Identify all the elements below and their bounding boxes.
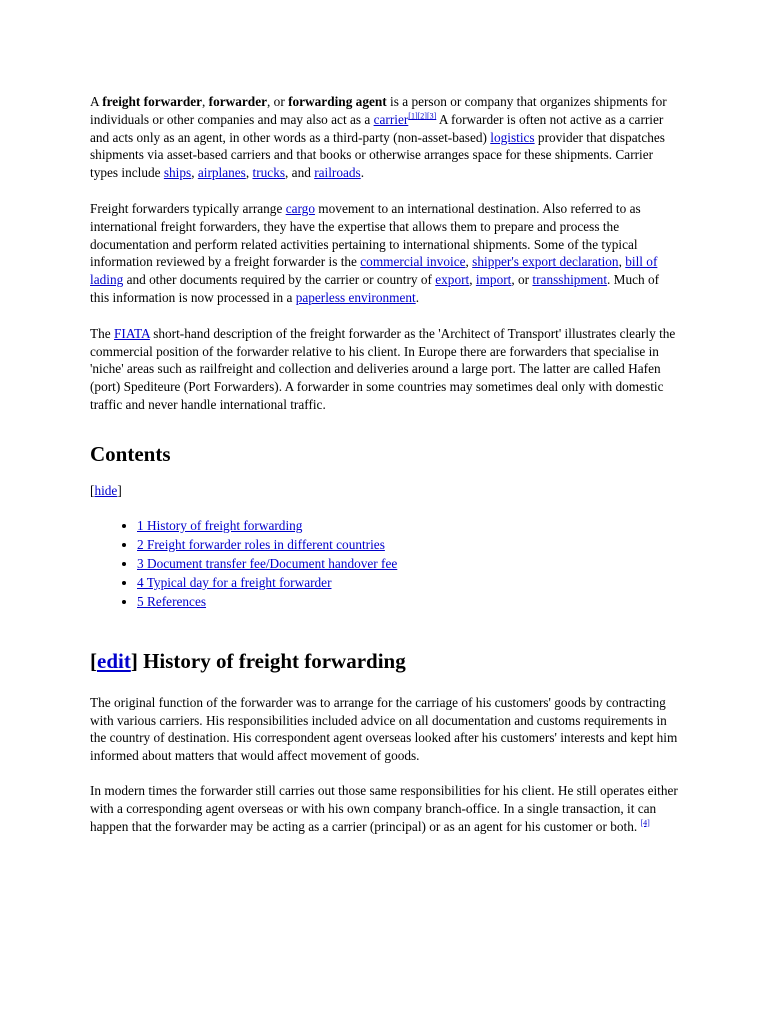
text: The [90,325,114,341]
link-cargo[interactable]: cargo [285,200,315,216]
text: , [465,254,473,270]
link-carrier[interactable]: carrier [373,111,409,127]
toc-link-typical-day[interactable]: 4 Typical day for a freight forwarder [137,574,332,590]
text: , [618,254,626,270]
text: , or [267,94,289,109]
bracket: [ [90,482,95,498]
link-ships[interactable]: ships [163,165,192,181]
citation-link-4[interactable]: [4] [640,818,650,828]
citation-group [408,111,436,120]
toc-link-roles[interactable]: 2 Freight forwarder roles in different countries [137,536,385,552]
text: . [360,165,365,181]
text: . [415,289,420,305]
citation-group [641,818,650,827]
toc-link-document-fee[interactable]: 3 Document transfer fee/Document handover fee [137,555,398,571]
section-title-text: History of freight forwarding [137,648,406,673]
intro-paragraph-2 [90,200,680,307]
history-paragraph-2 [90,782,680,835]
link-commercial-invoice[interactable]: commercial invoice [360,254,466,270]
link-paperless-environment[interactable]: paperless environment [295,289,416,305]
bracket: ] [117,482,122,498]
link-export[interactable]: export [435,272,470,288]
link-logistics[interactable]: logistics [490,129,535,145]
text: . Much of this information is now processed in a [90,272,660,305]
term-forwarding-agent: forwarding agent [288,94,387,109]
text: , [245,165,253,181]
link-airplanes[interactable]: airplanes [197,165,246,181]
citation-link-2[interactable]: [2] [417,111,427,121]
toc-link-history[interactable]: 1 History of freight forwarding [137,517,303,533]
text: and other documents required by the carrier or country of [123,272,436,288]
term-forwarder: forwarder [208,94,268,109]
intro-paragraph-3 [90,325,680,414]
text: A [90,94,103,109]
text: short-hand description of the freight forwarder as the 'Architect of Transport' illustrates clearly the commercial position of the forwarder relative to his client. In Europe there are forwarders that specialise in 'niche' areas such as railfreight and collection and deliveries around a large port. The latter are called Hafen (port) Spediteure (Port Forwarders). A forwarder in some countries may sometimes deal only with domestic traffic and never handle international traffic. [90,325,676,412]
history-paragraph-1: The original function of the forwarder was to arrange for the carriage of his customers' goods by contracting with various carriers. His responsibilities included advice on all documentation and customs requirements in the country of destination. His correspondent agent overseas looked after his customers' interests and kept him informed about matters that would affect movement of goods. [90,694,678,764]
link-railroads[interactable]: railroads [314,165,361,181]
link-bill-of-lading[interactable]: bill of lading [90,254,658,288]
toc-item [137,592,680,611]
text: In modern times the forwarder still carries out those same responsibilities for his client. He still operates either with a corresponding agent overseas or with his own company branch-office. In a single transaction, it can happen that the forwarder may be acting as a carrier (principal) or as an agent for his customer or both. [90,782,678,834]
hide-toc-link[interactable]: hide [94,482,118,498]
link-shippers-export-declaration[interactable]: shipper's export declaration [472,254,619,270]
text: , [469,272,476,288]
toc-item [137,573,680,592]
text: Freight forwarders typically arrange [90,200,286,216]
text: provider that dispatches shipments via asset-based carriers and that books or otherwise arranges space for these shipments. Carrier types include [90,129,665,181]
link-import[interactable]: import [475,272,512,288]
bracket: [ [90,648,97,673]
intro-paragraph-1 [90,93,680,182]
link-trucks[interactable]: trucks [252,165,286,181]
text: , or [511,272,533,288]
link-fiata[interactable]: FIATA [114,325,150,341]
table-of-contents [90,516,680,611]
toc-item [137,516,680,535]
text: , and [285,165,315,181]
citation-link-1[interactable]: [1] [408,111,418,121]
bracket: ] [130,648,138,673]
section-heading-history [90,648,680,674]
text: movement to an international destination. Also referred to as international freight forwarders, they have the expertise that allows them to prepare and process the documentation and perform related activities pertaining to international shipments. Some of the typical information reviewed by a freight forwarder is the [90,200,641,270]
toc-item [137,554,680,573]
text: , [191,165,198,181]
link-transshipment[interactable]: transshipment [532,272,608,288]
text: , [202,94,209,109]
text: is a person or company that organizes shipments for individuals or other companies and may also act as a [90,94,667,127]
term-freight-forwarder: freight forwarder [102,94,203,109]
toc-toggle [90,482,680,499]
toc-link-references[interactable]: 5 References [137,593,207,609]
edit-section-link[interactable]: edit [97,648,131,673]
toc-item [137,535,680,554]
contents-heading: Contents [90,441,171,466]
text: A forwarder is often not active as a carrier and acts only as an agent, in other words as a third-party (non-asset-based) [90,111,664,145]
citation-link-3[interactable]: [3] [426,111,437,121]
